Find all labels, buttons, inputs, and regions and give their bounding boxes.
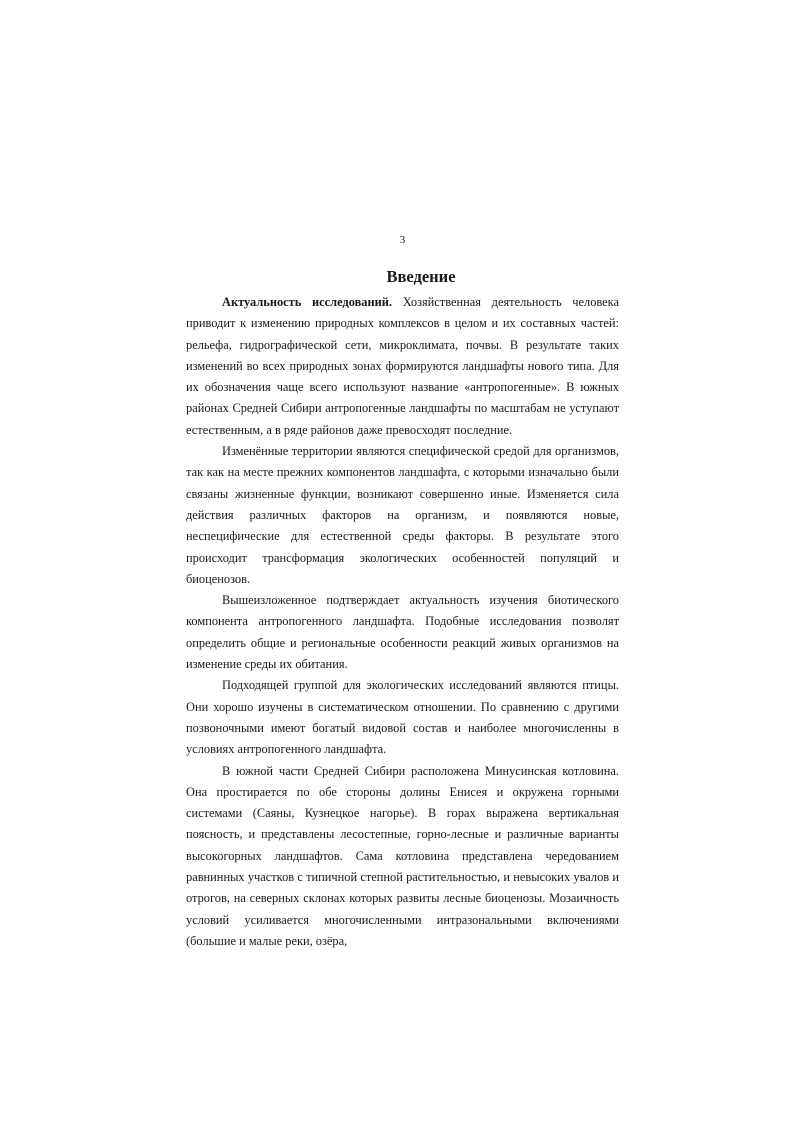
paragraph	[186, 292, 619, 441]
paragraph: Изменённые территории являются специфической средой для организмов, так как на месте прежних компонентов ландшафта, с которыми изначально были связаны жизненные функции, возникают совершенно иные. Изменяется сила действия различных факторов на организм, и появляются новые, неспецифические для естественной среды факторы. В результате этого происходит трансформация экологических особенностей популяций и биоценозов.	[186, 444, 619, 586]
body-text	[186, 292, 619, 952]
paragraph: Вышеизложенное подтверждает актуальность изучения биотического компонента антропогенного ландшафта. Подобные исследования позволят определить общие и региональные особенности реакций живых организмов на изменение среды их обитания.	[186, 593, 619, 672]
page-title: Введение	[386, 267, 456, 286]
page-number: 3	[399, 234, 406, 246]
paragraph: В южной части Средней Сибири расположена Минусинская котловина. Она простирается по обе стороны долины Енисея и окружена горными системами (Саяны, Кузнецкое нагорье). В горах выражена вертикальная поясность, и представлены лесостепные, горно-лесные и различные варианты высокогорных ландшафтов. Сама котловина представлена чередованием равнинных участков с типичной степной растительностью, и невысоких увалов и отрогов, на северных склонах которых развиты лесные биоценозы. Мозаичность условий усиливается многочисленными интразональными включениями (большие и малые реки, озёра,	[186, 763, 619, 948]
paragraph: Подходящей группой для экологических исследований являются птицы. Они хорошо изучены в систематическом отношении. По сравнению с другими позвоночными имеют богатый видовой состав и наиболее многочисленны в условиях антропогенного ландшафта.	[186, 678, 619, 757]
paragraph-text: Хозяйственная деятельность человека приводит к изменению природных комплексов в целом и их составных частей: рельефа, гидрографической сети, микроклимата, почвы. В результате таких изменений во всех природных зонах формируются ландшафты нового типа. Для их обозначения чаще всего используют название «антропогенные». В южных районах Средней Сибири антропогенные ландшафты по масштабам не уступают естественным, а в ряде районов даже превосходят последние.	[186, 295, 620, 437]
paragraph-lead: Актуальность исследований.	[222, 295, 393, 309]
